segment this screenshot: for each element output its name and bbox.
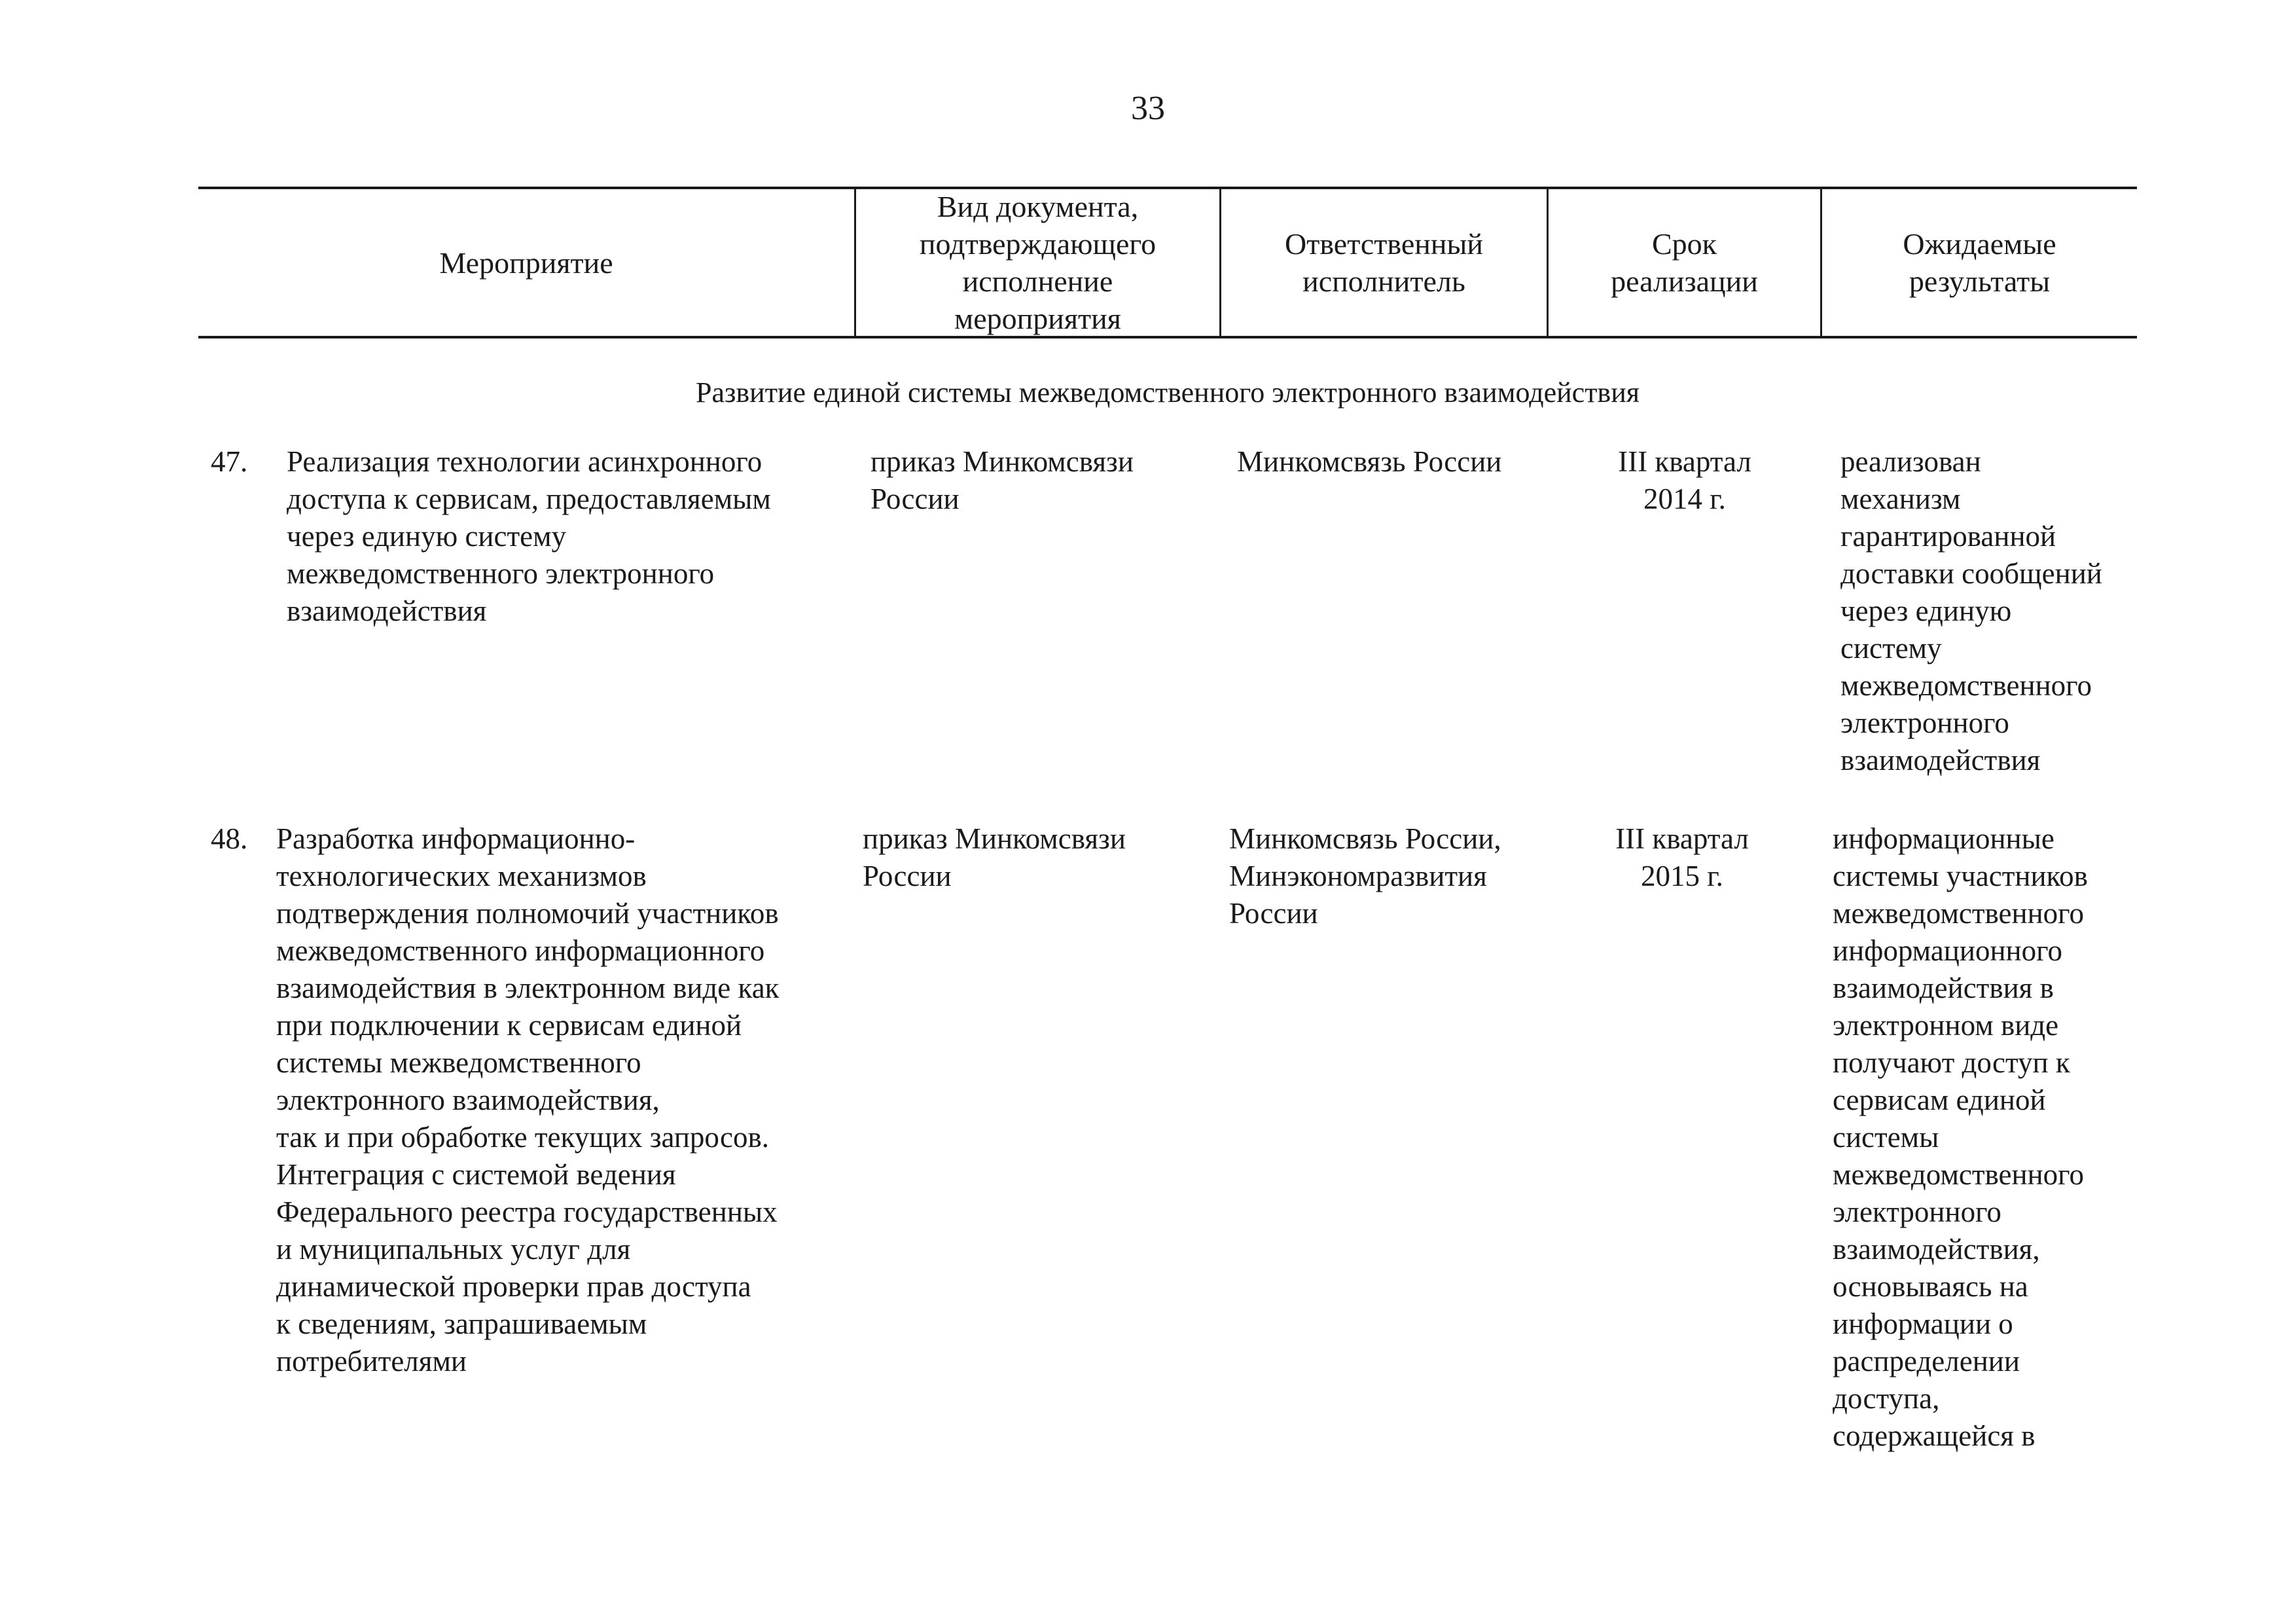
header-event: Мероприятие	[439, 246, 613, 280]
header-responsible: Ответственный исполнитель	[1219, 189, 1547, 336]
row-event: Реализация технологии асинхронного доступа к сервисам, предоставляемым через единую систему межведомственного электронного взаимодействия	[287, 445, 771, 627]
row-document: приказ Минкомсвязи России	[863, 822, 1126, 892]
header-results: Ожидаемые результаты	[1820, 189, 2137, 336]
page-number: 33	[1131, 90, 1165, 127]
row-document: приказ Минкомсвязи России	[870, 445, 1134, 515]
row-number: 48.	[211, 822, 248, 855]
section-title: Развитие единой системы межведомственного электронного взаимодействия	[695, 376, 1640, 409]
row-responsible: Минкомсвязь России, Минэкономразвития России	[1229, 822, 1501, 930]
header-document: Вид документа, подтверждающего исполнение мероприятия	[854, 189, 1219, 336]
row-number: 47.	[211, 445, 248, 478]
row-deadline: III квартал 2014 г.	[1618, 445, 1751, 515]
row-results: информационные системы участников межведомственного информационного взаимодействия в электронном виде получают доступ к сервисам единой системы межведомственного электронного взаимодействия, основываясь на информации о распределении доступа, содержащейся в	[1833, 822, 2088, 1452]
row-responsible: Минкомсвязь России	[1237, 445, 1502, 478]
table-header	[198, 187, 2137, 338]
header-deadline: Срок реализации	[1547, 189, 1820, 336]
row-deadline: III квартал 2015 г.	[1615, 822, 1749, 892]
row-event: Разработка информационно- технологических механизмов подтверждения полномочий участников межведомственного информационного взаимодействия в электронном виде как при подключении к сервисам единой системы межведомственного электронного взаимодействия, так и при обработке текущих запросов. Интеграция с системой ведения Федерального реестра государственных и муниципальных услуг для динамической проверки прав доступа к сведениям, запрашиваемым потребителями	[276, 822, 780, 1377]
row-results: реализован механизм гарантированной доставки сообщений через единую систему межведомственного электронного взаимодействия	[1840, 445, 2102, 776]
